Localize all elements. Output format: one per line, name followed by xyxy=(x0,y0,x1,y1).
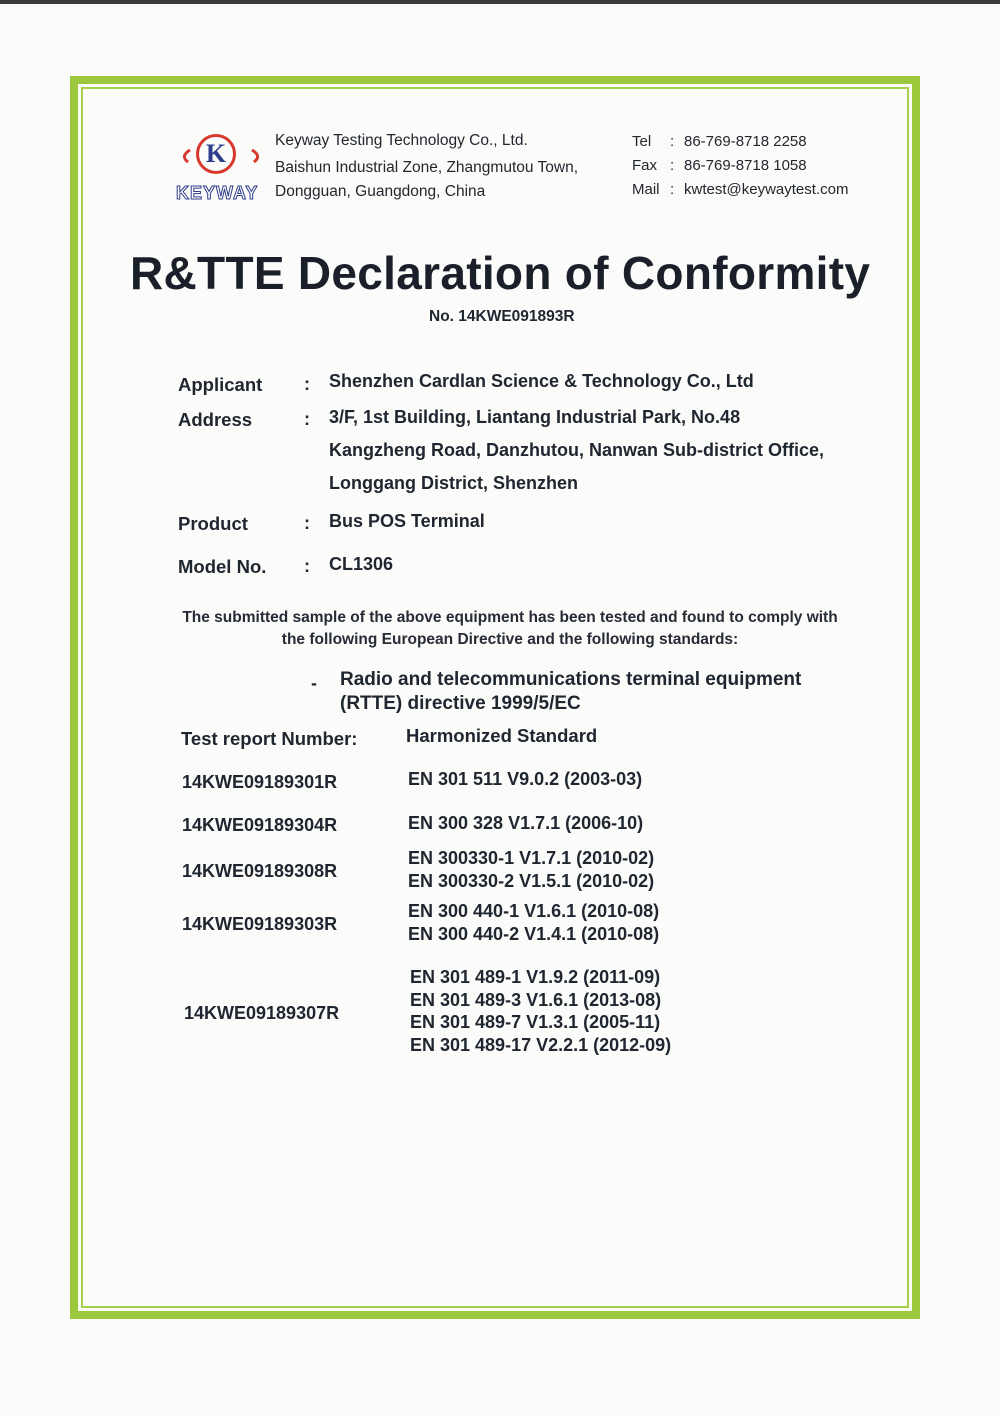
company-name: Keyway Testing Technology Co., Ltd. xyxy=(275,132,528,149)
document-number: No. 14KWE091893R xyxy=(429,308,575,325)
field-value-address-line3: Longgang District, Shenzhen xyxy=(329,473,579,493)
table-row-report: 14KWE09189303R xyxy=(182,914,338,934)
standard-item: EN 300 440-2 V1.4.1 (2010-08) xyxy=(408,923,660,944)
contact-label: Fax xyxy=(632,157,658,174)
standard-item: EN 301 489-17 V2.2.1 (2012-09) xyxy=(410,1034,672,1055)
standard-item: EN 301 489-3 V1.6.1 (2013-08) xyxy=(410,989,662,1010)
standard-item: EN 301 511 V9.0.2 (2003-03) xyxy=(408,769,643,789)
table-row-standards xyxy=(408,900,659,945)
company-address-line2: Dongguan, Guangdong, China xyxy=(275,183,486,200)
field-label-applicant: Applicant xyxy=(178,374,263,395)
field-value-model: CL1306 xyxy=(329,554,394,574)
table-header-standard: Harmonized Standard xyxy=(406,725,598,746)
contact-tel: Tel : 86-769-8718 2258 xyxy=(632,133,807,150)
field-colon: : xyxy=(304,513,310,533)
field-value-address-line1: 3/F, 1st Building, Liantang Industrial Park, No.48 xyxy=(329,407,741,427)
field-label-product: Product xyxy=(178,513,248,534)
table-row-report: 14KWE09189304R xyxy=(182,815,338,835)
contact-mail: Mail : kwtest@keywaytest.com xyxy=(632,181,849,198)
keyway-logo xyxy=(176,128,266,206)
field-value-product: Bus POS Terminal xyxy=(329,511,485,531)
logo-wordmark: KEYWAY xyxy=(176,183,259,203)
table-row-report: 14KWE09189307R xyxy=(184,1003,340,1023)
directive-line2: (RTTE) directive 1999/5/EC xyxy=(340,693,581,714)
directive-text xyxy=(340,668,801,716)
logo-letter: K xyxy=(196,134,236,174)
standard-item: EN 300 328 V1.7.1 (2006-10) xyxy=(408,813,644,833)
standard-item: EN 300330-2 V1.5.1 (2010-02) xyxy=(408,870,655,891)
field-label-address: Address xyxy=(178,409,253,430)
statement-line1: The submitted sample of the above equipment has been tested and found to comply with xyxy=(182,609,838,626)
field-label-model: Model No. xyxy=(178,556,267,577)
document-title: R&TTE Declaration of Conformity xyxy=(130,247,871,299)
field-colon: : xyxy=(304,409,310,429)
table-row-standards xyxy=(408,847,654,892)
standard-item: EN 301 489-7 V1.3.1 (2005-11) xyxy=(410,1012,661,1032)
table-header-report: Test report Number: xyxy=(181,728,358,749)
contact-value: kwtest@keywaytest.com xyxy=(684,181,849,198)
field-colon: : xyxy=(304,556,310,576)
contact-value: 86-769-8718 1058 xyxy=(684,157,807,174)
contact-fax: Fax : 86-769-8718 1058 xyxy=(632,157,807,174)
table-row-standards xyxy=(408,768,642,791)
table-row-report: 14KWE09189301R xyxy=(182,772,338,792)
company-address-line1: Baishun Industrial Zone, Zhangmutou Town, xyxy=(275,159,579,176)
table-row-standards xyxy=(408,812,643,835)
directive-line1: Radio and telecommunications terminal equipment xyxy=(340,669,802,690)
statement-line2: the following European Directive and the following standards: xyxy=(281,631,739,648)
standard-item: EN 300330-1 V1.7.1 (2010-02) xyxy=(408,848,655,868)
directive-bullet: - xyxy=(311,673,317,693)
contact-value: 86-769-8718 2258 xyxy=(684,133,807,150)
contact-label: Tel xyxy=(632,133,652,150)
field-colon: : xyxy=(304,374,310,394)
standard-item: EN 300 440-1 V1.6.1 (2010-08) xyxy=(408,901,660,921)
field-value-applicant: Shenzhen Cardlan Science & Technology Co., Ltd xyxy=(329,371,754,391)
standard-item: EN 301 489-1 V1.9.2 (2011-09) xyxy=(410,967,661,987)
table-row-standards xyxy=(410,966,671,1056)
page-top-edge xyxy=(0,0,1000,4)
table-row-report: 14KWE09189308R xyxy=(182,861,338,881)
field-value-address-line2: Kangzheng Road, Danzhutou, Nanwan Sub-district Office, xyxy=(329,440,825,460)
contact-label: Mail xyxy=(632,181,660,198)
